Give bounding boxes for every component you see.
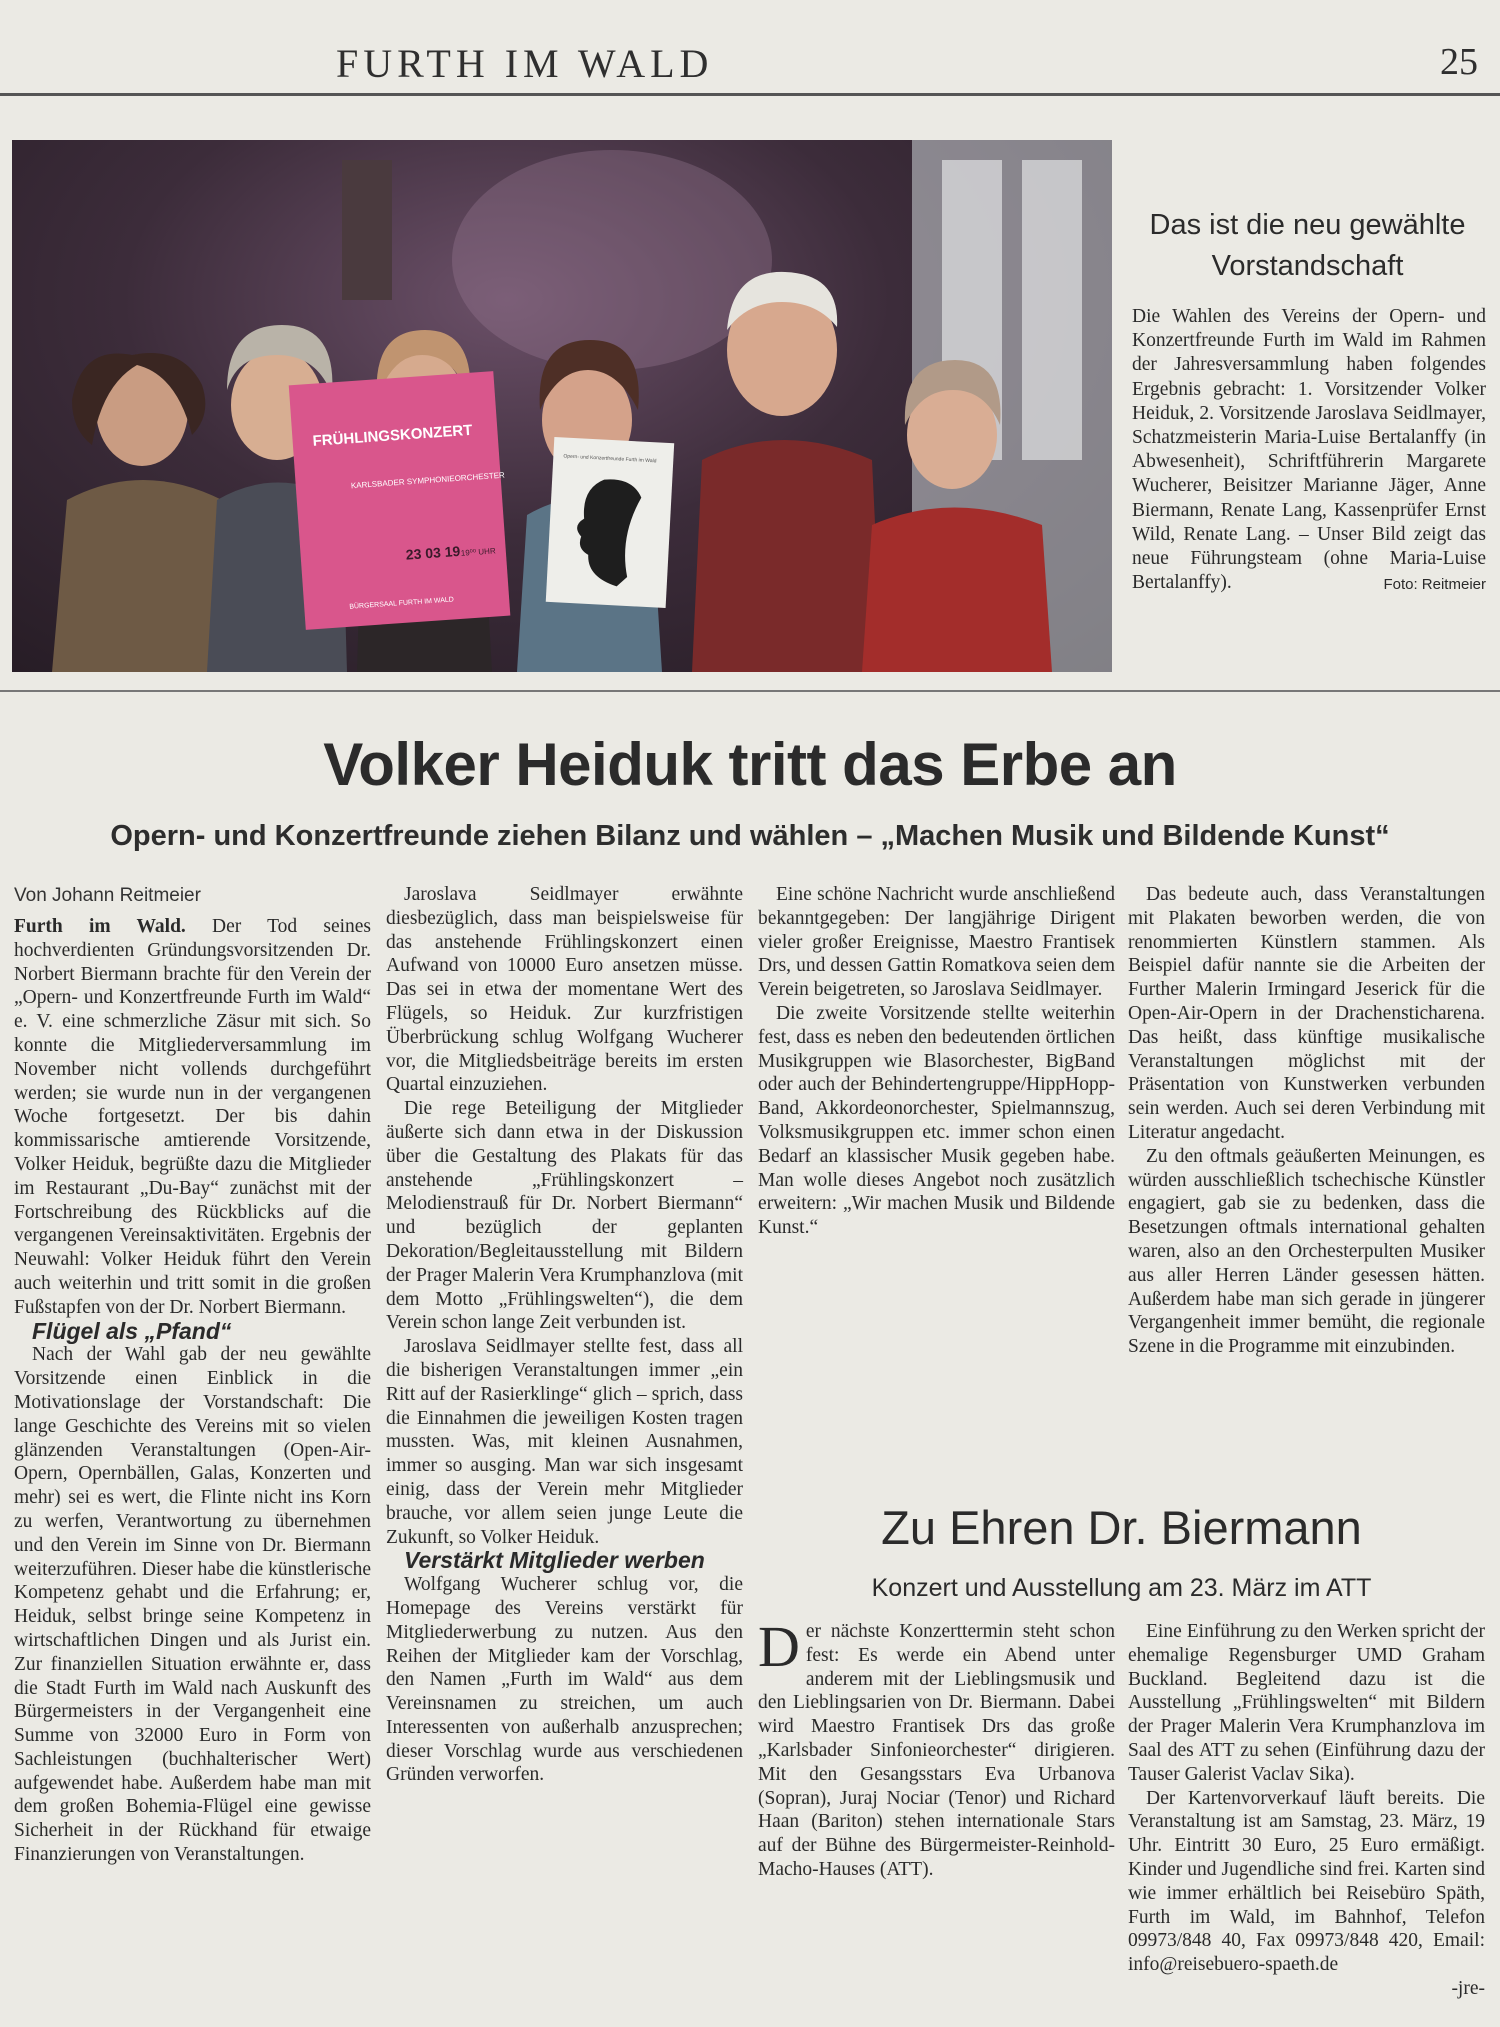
box-paragraph: Eine Einführung zu den Werken spricht der ehemalige Regensburger UMD Graham Buckland. Begleitend dazu ist die Ausstellung „Frühlingswelten“ mit Bildern der Prager Malerin Vera Krumphanzlova im Saal des ATT zu sehen (Einführung dazu der Tauser Galerist Vaclav Sika).	[1128, 1621, 1485, 1785]
article-subhead-2: Verstärkt Mitglieder werben	[404, 1547, 705, 1574]
article-paragraph: Jaroslava Seidlmayer erwähnte diesbezüglich, dass man beispielsweise für das anstehende Frühlingskonzert einen Aufwand von 10000 Euro ansetzen müsse. Das sei in etwa der momentane Wert des Flügels, so Heiduk. Zur kurzfristigen Überbrückung schlug Wolfgang Wucherer vor, die Mitgliedsbeiträge bereits im ersten Quartal einzuziehen.	[386, 884, 743, 1096]
box-column-2	[1128, 1620, 1485, 2001]
article-headline: Volker Heiduk tritt das Erbe an	[323, 731, 1177, 798]
article-paragraph: Wolfgang Wucherer schlug vor, die Homepage des Vereins verstärkt für Mitgliederwerbung zu nutzen. Aus den Reihen der Mitglieder kam der Vorschlag, den Namen „Furth im Wald“ aus dem Vereinsnamen zu streichen, um auch Interessenten von außerhalb anzusprechen; dieser Vorschlag wurde aus verschiedenen Gründen verworfen.	[386, 1574, 743, 1786]
photo-credit: Foto: Reitmeier	[1383, 576, 1486, 594]
article-dateline: Furth im Wald.	[14, 916, 186, 937]
article-paragraph: Jaroslava Seidlmayer stellte fest, dass all die bisherigen Veranstaltungen immer „ein Ritt auf der Rasierklinge“ glich – sprich, dass die Einnahmen die jeweiligen Kosten tragen mussten. Was, mit kleinen Ausnahmen, immer so ausging. Man war sich insgesamt einig, dass der Verein mehr Mitglieder brauche, vor allem seien junge Leute die Zukunft, so Volker Heiduk.	[386, 1336, 743, 1548]
header-rule	[0, 93, 1500, 96]
plaque-text: Opern- und Konzertfreunde Furth im Wald	[563, 453, 657, 465]
box-paragraph-text: er nächste Konzerttermin steht schon fest: Es werde ein Abend unter anderem mit der Lieblingsmusik und den Lieblingsarien von Dr. Biermann. Dabei wird Maestro Frantisek Drs das große „Karlsbader Sinfonieorchester“ dirigieren. Mit den Gesangsstars Eva Urbanova (Sopran), Juraj Nociar (Tenor) und Richard Haan (Bariton) stehen internationale Stars auf der Bühne des Bürgermeister-Reinhold-Macho-Hauses (ATT).	[758, 1621, 1115, 1880]
article-subheadline: Opern- und Konzertfreunde ziehen Bilanz und wählen – „Machen Musik und Bildende Kunst“	[110, 820, 1390, 852]
drop-cap: D	[758, 1614, 800, 1679]
article-column-1	[14, 915, 371, 1867]
poster-venue: BÜRGERSAAL FURTH IM WALD	[349, 596, 455, 611]
person-1	[52, 353, 237, 672]
concert-poster	[289, 371, 511, 630]
club-plaque	[546, 437, 674, 608]
box-subtitle: Konzert und Ausstellung am 23. März im ATT	[871, 1574, 1372, 1602]
separator-rule	[0, 690, 1500, 692]
caption-body	[1132, 305, 1486, 597]
poster-title: FRÜHLINGSKONZERT	[312, 421, 473, 450]
article-paragraph-text: Der Tod seines hochverdienten Gründungsvorsitzenden Dr. Norbert Biermann brachte für den Verein der „Opern- und Konzertfreunde Furth im Wald“ e. V. eine schmerzliche Zäsur mit sich. So konnte die Mitgliederversammlung im November nicht vollends durchgeführt werden; sie wurde nun in der vergangenen Woche fortgesetzt. Der bis dahin kommissarische amtierende Vorsitzende, Volker Heiduk, begrüßte dazu die Mitglieder im Restaurant „Du-Bay“ zunächst mit der Fortschreibung des Rückblicks auf die vergangenen Vereinsaktivitäten. Ergebnis der Neuwahl: Volker Heiduk führt den Verein auch weiterhin und tritt somit in die großen Fußstapfen von der Dr. Norbert Biermann.	[14, 916, 372, 1318]
box-column-1	[758, 1614, 1115, 1882]
author-signature: -jre-	[1451, 1977, 1485, 1999]
poster-time: 19⁰⁰ UHR	[460, 546, 496, 558]
box-title: Zu Ehren Dr. Biermann	[881, 1501, 1362, 1554]
poster-orchestra: KARLSBADER SYMPHONIEORCHESTER	[350, 470, 506, 491]
article-paragraph: Das bedeute auch, dass Veranstaltungen mit Plakaten beworben werden, die von renommierten Künstlern stammen. Als Beispiel dafür nannte sie die Arbeiten der Further Malerin Irmingard Jeserick für die Open-Air-Opern in der Drachensticharena. Das heißt, dass künftige musikalische Veranstaltungen möglichst mit der Präsentation von Kunstwerken verbunden sein werden. Auch sei deren Verbindung mit Literatur angedacht.	[1128, 884, 1485, 1143]
group-photo	[12, 140, 1112, 672]
article-subhead-1: Flügel als „Pfand“	[32, 1317, 232, 1344]
caption-text: Die Wahlen des Vereins der Opern- und Konzertfreunde Furth im Wald im Rahmen der Jahresversammlung haben folgendes Ergebnis gebracht: 1. Vorsitzender Volker Heiduk, 2. Vorsitzende Jaroslava Seidlmayer, Schatzmeisterin Maria-Luise Bertalanffy (in Abwesenheit), Schriftführerin Margarete Wucherer, Beisitzer Marianne Jäger, Anne Biermann, Renate Lang, Kassenprüfer Ernst Wild, Renate Lang. – Unser Bild zeigt das neue Führungsteam (ohne Maria-Luise Bertalanffy).	[1132, 306, 1486, 594]
article-paragraph: Eine schöne Nachricht wurde anschließend bekanntgegeben: Der langjährige Dirigent vieler großer Ereignisse, Maestro Frantisek Drs, und dessen Gattin Romatkova seien dem Verein beigetreten, so Jaroslava Seidlmayer.	[758, 884, 1115, 1001]
poster-date: 23 03 19	[405, 542, 461, 563]
caption-title: Das ist die neu gewählte Vorstandschaft	[1149, 209, 1466, 282]
section-title: FURTH IM WALD	[336, 41, 714, 86]
article-paragraph: Die zweite Vorsitzende stellte weiterhin fest, dass es neben den bedeutenden örtlichen Musikgruppen wie Blasorchester, BigBand oder auch der Behindertengruppe/HippHopp-Band, Akkordeonorchester, Spielmannszug, Volksmusikgruppen etc. immer schon einen Bedarf an klassischer Musik gegeben habe. Man wolle dieses Angebot noch zusätzlich erweitern: „Wir machen Musik und Bildende Kunst.“	[758, 1002, 1115, 1239]
article-column-4	[1128, 883, 1485, 1359]
group-photo-illustration	[12, 140, 1112, 672]
box-paragraph	[758, 1614, 1115, 1882]
page-number: 25	[1440, 41, 1478, 83]
article-paragraph: Die rege Beteiligung der Mitglieder äußerte sich dann etwa in der Diskussion über die Gestaltung des Plakats für das anstehende „Frühlingskonzert – Melodienstrauß für Dr. Norbert Biermann“ und bezüglich der geplanten Dekoration/Begleitausstellung mit Bildern der Prager Malerin Vera Krumphanzlova (mit dem Motto „Frühlingswelten“), die dem Verein schon lange Zeit verbunden ist.	[386, 1098, 743, 1334]
article-column-3	[758, 883, 1115, 1240]
article-column-2	[386, 883, 743, 1787]
article-paragraph: Nach der Wahl gab der neu gewählte Vorsitzende einen Einblick in die Motivationslage der Vorstandschaft: Die lange Geschichte des Vereins mit so vielen glänzenden Veranstaltungen (Open-Air-Opern, Opernbällen, Galas, Konzerten und mehr) sei es wert, die Flinte nicht ins Korn zu werfen, Verantwortung zu übernehmen und den Verein im Sinne von Dr. Biermann weiterzuführen. Dieser habe die künstlerische Kompetenz gehabt und die Erfahrung; er, Heiduk, selbst bringe seine Kompetenz in wirtschaftlichen Dingen und als Jurist ein. Zur finanziellen Situation erwähnte er, dass die Stadt Furth im Wald nach Auskunft des Bürgermeisters in der Vergangenheit eine Summe von 32000 Euro in Form von Sachleistungen (buchhalterischer Wert) aufgewendet habe. Außerdem habe man mit dem großen Bohemia-Flügel eine gewisse Sicherheit in der Rückhand für etwaige Finanzierungen von Veranstaltungen.	[14, 1344, 371, 1866]
article-paragraph	[14, 915, 371, 1320]
article-byline: Von Johann Reitmeier	[14, 885, 201, 906]
article-paragraph: Zu den oftmals geäußerten Meinungen, es würden ausschließlich tschechische Künstler engagiert, gab sie zu bedenken, dass die Besetzungen oftmals international gehalten waren, also an den Orchesterpulten Musiker aus aller Herren Länder gesessen hätten. Außerdem habe man sich gerade in jüngerer Vergangenheit immer bemüht, die regionale Szene in die Programme mit einzubinden.	[1128, 1145, 1485, 1358]
box-paragraph: Der Kartenvorverkauf läuft bereits. Die Veranstaltung ist am Samstag, 23. März, 19 Uhr. Eintritt 30 Euro, 25 Euro ermäßigt. Kinder und Jugendliche sind frei. Karten sind wie immer erhältlich bei Reisebüro Späth, Furth im Wald, im Bahnhof, Telefon 09973/848 40, Fax 09973/848 420, Email: info@reisebuero-spaeth.de	[1128, 1787, 1485, 1976]
